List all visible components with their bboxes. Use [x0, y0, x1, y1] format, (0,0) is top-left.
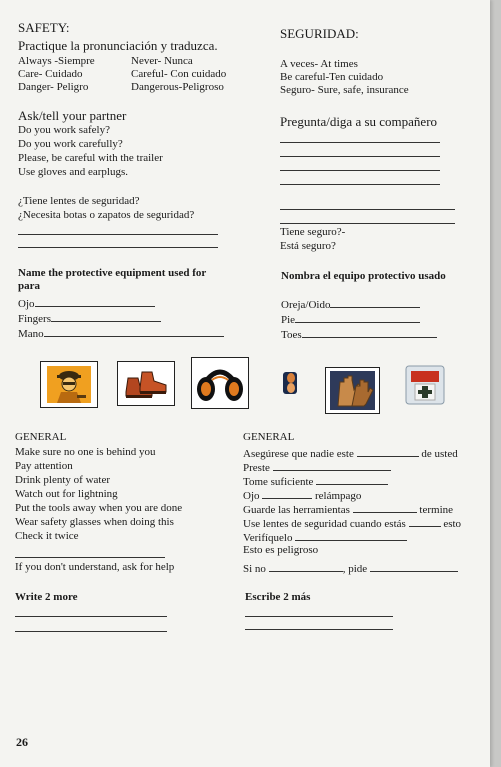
answer-line[interactable] [280, 170, 440, 171]
write-more-heading: Write 2 more [15, 591, 78, 603]
general-line: If you don't understand, ask for help [15, 561, 175, 573]
general-line: Pay attention [15, 460, 73, 472]
equipment-item: Oreja/Oido [281, 297, 420, 312]
general-heading-es: GENERAL [243, 431, 295, 443]
protective-heading: para [18, 280, 40, 292]
general-line: Make sure no one is behind you [15, 446, 156, 458]
protective-heading-es: Nombra el equipo protectivo usado [281, 270, 446, 282]
general-line-es: Esto es peligroso [243, 544, 319, 556]
general-line: Watch out for lightning [15, 488, 118, 500]
safety-word: Danger- Peligro [18, 81, 89, 93]
equipment-item: Pie [281, 312, 420, 327]
write-more-heading-es: Escribe 2 más [245, 591, 311, 603]
safety-word: Dangerous-Peligroso [131, 81, 224, 93]
answer-line[interactable] [18, 247, 218, 248]
general-line-es: Asegúrese que nadie este de usted [243, 448, 458, 460]
general-line-es: Verifíquelo [243, 530, 407, 545]
answer-line[interactable] [280, 209, 455, 210]
equipment-item: Toes [281, 327, 437, 342]
answer-line[interactable] [245, 629, 393, 630]
pregunta-answer: Tiene seguro?- [280, 226, 346, 238]
fill-blank[interactable] [370, 561, 458, 572]
answer-line[interactable] [280, 184, 440, 185]
ask-line: Do you work safely? [18, 124, 110, 136]
fill-blank[interactable] [330, 297, 420, 308]
general-line-es: Tome suficiente [243, 474, 388, 489]
safety-title: SAFETY: [18, 20, 70, 35]
general-line-es: Guarde las herramientas termine [243, 504, 454, 516]
seguridad-word: Be careful-Ten cuidado [280, 71, 384, 83]
general-line-es: Preste [243, 460, 391, 475]
answer-line[interactable] [18, 234, 218, 235]
ask-line: Use gloves and earplugs. [18, 166, 128, 178]
general-line: Put the tools away when you are done [15, 502, 183, 514]
ask-line: Do you work carefully? [18, 138, 123, 150]
seguridad-title: SEGURIDAD: [280, 26, 359, 41]
general-line: Check it twice [15, 530, 79, 542]
equipment-item: Mano [18, 326, 224, 341]
general-line-es: Use lentes de seguridad cuando estás esto [243, 518, 462, 530]
fill-blank[interactable] [51, 311, 161, 322]
answer-line[interactable] [280, 156, 440, 157]
ask-question: ¿Tiene lentes de seguridad? [18, 195, 140, 207]
general-line-es: Ojo relámpago [243, 490, 362, 502]
equipment-item: Ojo [18, 296, 155, 311]
fill-blank[interactable] [353, 502, 417, 513]
ask-line: Please, be careful with the trailer [18, 152, 163, 164]
safety-word: Always -Siempre [18, 55, 95, 67]
work-boots-icon [117, 361, 175, 406]
ask-heading: Ask/tell your partner [18, 108, 127, 123]
work-gloves-icon [325, 367, 380, 414]
first-aid-kit-icon [403, 362, 447, 407]
general-line: Drink plenty of water [15, 474, 110, 486]
seguridad-word: Seguro- Sure, safe, insurance [280, 84, 409, 96]
answer-line[interactable] [280, 142, 440, 143]
pregunta-heading: Pregunta/diga a su compañero [280, 114, 438, 129]
page-number: 26 [16, 735, 28, 749]
fill-blank[interactable] [302, 327, 437, 338]
safety-word: Care- Cuidado [18, 68, 83, 80]
safety-word: Never- Nunca [131, 55, 193, 67]
fill-blank[interactable] [262, 488, 312, 499]
fill-blank[interactable] [316, 474, 388, 485]
answer-line[interactable] [15, 557, 165, 558]
earplug-icon [280, 369, 302, 397]
answer-line[interactable] [280, 223, 455, 224]
safety-subtitle: Practique la pronunciación y traduzca. [18, 38, 218, 53]
safety-word: Careful- Con cuidado [131, 68, 227, 80]
pregunta-answer: Está seguro? [280, 240, 336, 252]
general-heading: GENERAL [15, 431, 67, 443]
fill-blank[interactable] [295, 312, 420, 323]
general-line-es: Si no , pide [243, 561, 458, 576]
fill-blank[interactable] [269, 561, 343, 572]
protective-heading: Name the protective equipment used for [18, 267, 207, 279]
fill-blank[interactable] [44, 326, 224, 337]
fill-blank[interactable] [409, 516, 441, 527]
ask-question: ¿Necesita botas o zapatos de seguridad? [18, 209, 195, 221]
fill-blank[interactable] [273, 460, 391, 471]
ear-muffs-icon [191, 357, 249, 409]
answer-line[interactable] [15, 631, 167, 632]
fill-blank[interactable] [35, 296, 155, 307]
fill-blank[interactable] [357, 446, 419, 457]
equipment-item: Fingers [18, 311, 161, 326]
hard-hat-worker-icon [40, 361, 98, 408]
general-line: Wear safety glasses when doing this [15, 516, 174, 528]
fill-blank[interactable] [295, 530, 407, 541]
answer-line[interactable] [245, 616, 393, 617]
seguridad-word: A veces- At times [280, 58, 358, 70]
answer-line[interactable] [15, 616, 167, 617]
